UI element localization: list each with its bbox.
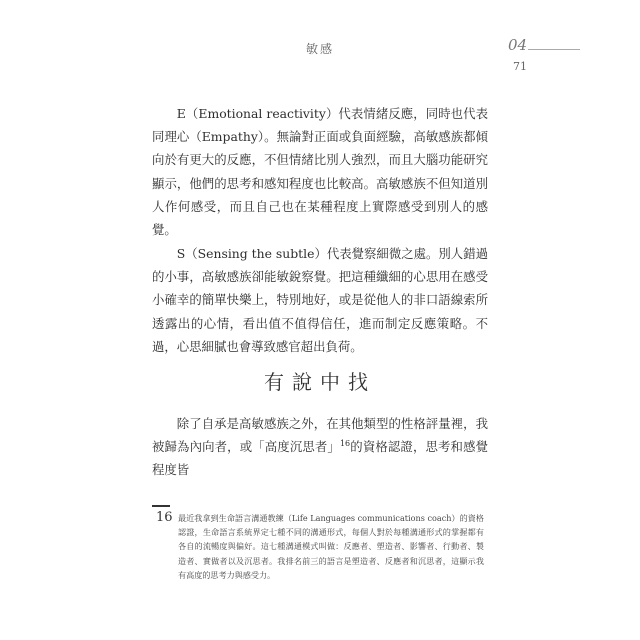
paragraph-introvert — [152, 412, 488, 482]
footnote-number: 16 — [156, 510, 173, 525]
chapter-divider — [528, 49, 580, 50]
page-header-title: 敏感 — [305, 42, 334, 56]
paragraph-emotional-reactivity: E（Emotional reactivity）代表情緒反應，同時也代表同理心（Empathy）。無論對正面或負面經驗，高敏感族都傾向於有更大的反應，不但情緒比別人強烈，而且大腦功能研究顯示，他們的思考和感知程度也比較高。高敏感族不但知道別人作何感受，而且自己也在某種程度上實際感受到別人的感覺。 — [152, 106, 488, 238]
footnote-text: 最近我拿到生命語言溝通教練（Life Languages communications coach）的資格認證，生命語言系統界定七種不同的溝通形式，每個人對於每種溝通形式的掌握都有各自的流暢度與偏好。這七種溝通模式叫做：反應者、塑造者、影響者、行動者、製造者、實做者以及沉思者。我排名前三的語言是塑造者、反應者和沉思者，這顯示我有高度的思考力與感受力。 — [178, 513, 484, 580]
paragraph-introvert-text-start: 除了自承是高敏感族之外，在其他類型的性格評量裡，我被歸為內向者，或「高度沉思者」 — [152, 416, 488, 455]
section-heading: 有說中找 — [264, 370, 376, 394]
paragraph-sensing-the-subtle: S（Sensing the subtle）代表覺察細微之處。別人錯過的小事，高敏感族卻能敏銳察覺。把這種纖細的心思用在感受小確幸的簡單快樂上，特別地好，或是從他人的非口語線索所透露出的心情，看出值不值得信任，進而制定反應策略。不過，心思細膩也會導致感官超出負荷。 — [152, 246, 488, 354]
page-number: 71 — [513, 60, 527, 73]
footnote-reference: 16 — [339, 439, 351, 449]
footnote-rule — [152, 505, 170, 507]
paragraph-introvert-text-end: 的資格認證，思考和感覺程度皆 — [152, 439, 488, 478]
chapter-number: 04 — [508, 36, 528, 54]
